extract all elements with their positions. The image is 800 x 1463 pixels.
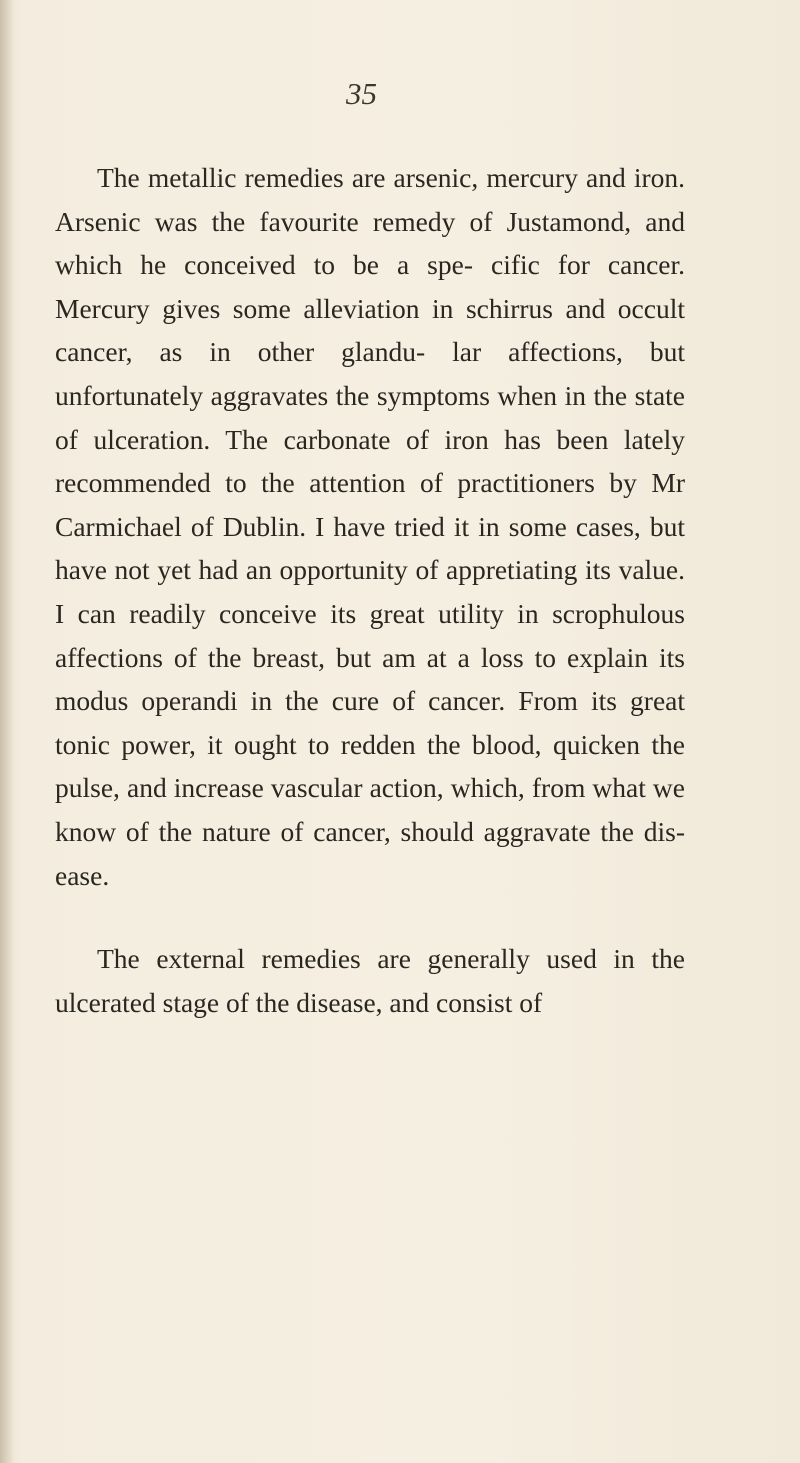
body-text bbox=[55, 156, 685, 1024]
paragraph-external-remedies: The external remedies are generally used in the ulcerated stage of the disease, and consist of bbox=[55, 943, 685, 1018]
page-number: 35 bbox=[346, 76, 377, 111]
gutter-shadow bbox=[0, 0, 14, 1463]
paragraph-metallic-remedies: The metallic remedies are arsenic, mercury and iron. Arsenic was the favourite remedy of Justamond, and which he conceived to be a spe- cific for cancer. Mercury gives some alleviation in schirrus and occult cancer, as in other glandu- lar affections, but unfortunately aggravates the symptoms when in the state of ulceration. The carbonate of iron has been lately recommended to the attention of practitioners by Mr Carmichael of Dublin. I have tried it in some cases, but have not yet had an opportunity of appretiating its value. I can readily conceive its great utility in scrophulous affections of the breast, but am at a loss to explain its modus operandi in the cure of cancer. From its great tonic power, it ought to redden the blood, quicken the pulse, and increase vascular action, which, from what we know of the nature of cancer, should aggravate the dis- ease. bbox=[55, 162, 685, 891]
